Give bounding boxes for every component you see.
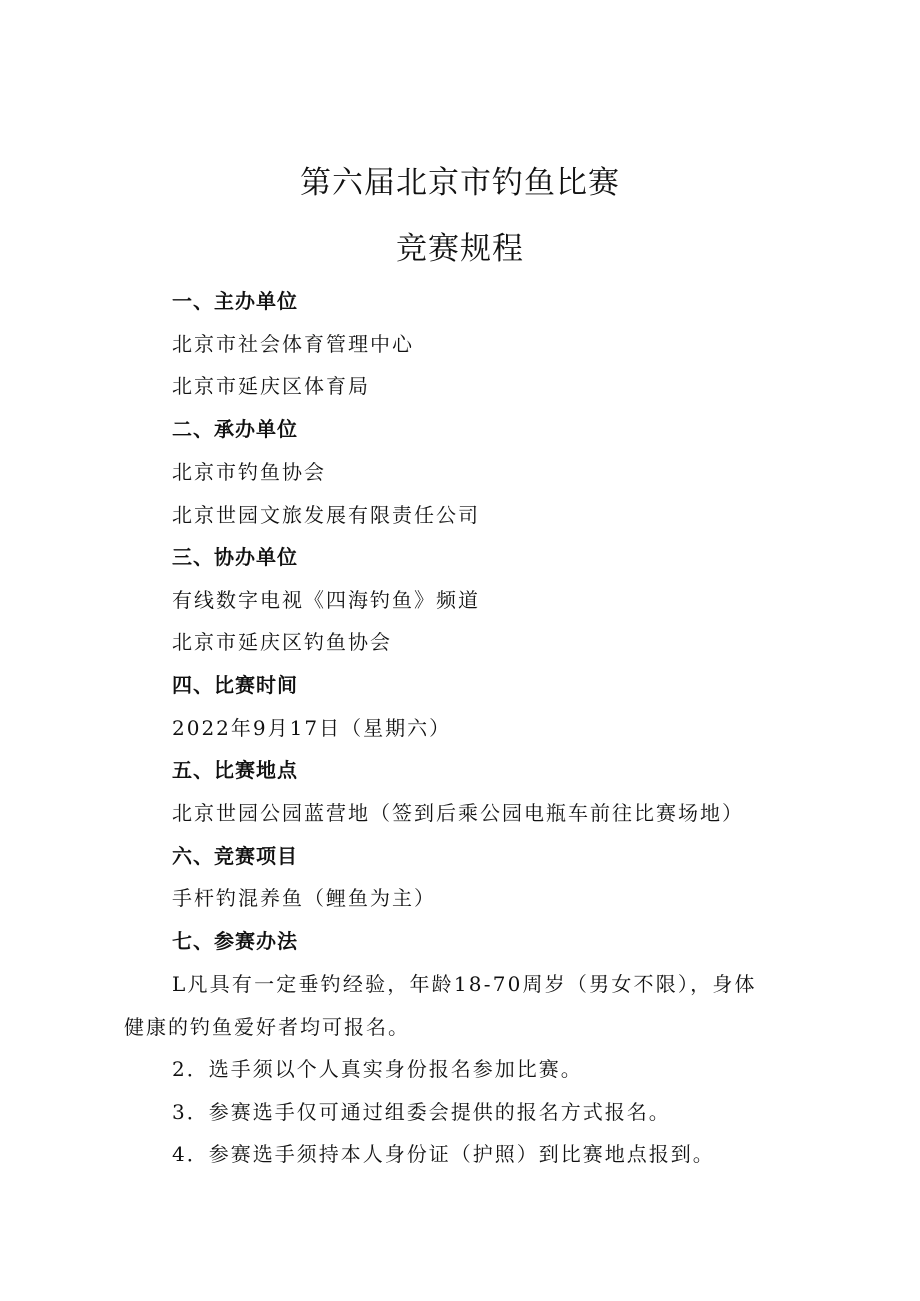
section-heading-participation: 七、参赛办法 — [172, 929, 298, 953]
organizer-line-1: 北京市社会体育管理中心 — [172, 332, 414, 356]
host-line-1: 北京市钓鱼协会 — [172, 460, 326, 484]
event-line-1: 手杆钓混养鱼（鲤鱼为主） — [172, 886, 436, 910]
document-title: 第六届北京市钓鱼比赛 — [300, 165, 620, 201]
time-line-1: 2022年9月17日（星期六） — [172, 716, 452, 740]
co-organizer-line-2: 北京市延庆区钓鱼协会 — [172, 630, 392, 654]
host-line-2: 北京世园文旅发展有限责任公司 — [172, 503, 480, 527]
co-organizer-line-1: 有线数字电视《四海钓鱼》频道 — [172, 588, 480, 612]
organizer-line-2: 北京市延庆区体育局 — [172, 374, 370, 398]
section-heading-organizer: 一、主办单位 — [172, 289, 298, 313]
participation-item-1: L凡具有一定垂钓经验，年龄18-70周岁（男女不限），身体 — [172, 972, 757, 996]
participation-item-1-cont: 健康的钓鱼爱好者均可报名。 — [124, 1015, 410, 1039]
venue-line-1: 北京世园公园蓝营地（签到后乘公园电瓶车前往比赛场地） — [172, 801, 744, 825]
section-heading-time: 四、比赛时间 — [172, 673, 298, 697]
section-heading-host: 二、承办单位 — [172, 417, 298, 441]
participation-item-3: 3．参赛选手仅可通过组委会提供的报名方式报名。 — [172, 1100, 671, 1124]
participation-item-2: 2．选手须以个人真实身份报名参加比赛。 — [172, 1057, 583, 1081]
section-heading-venue: 五、比赛地点 — [172, 758, 298, 782]
document-subtitle: 竞赛规程 — [396, 231, 524, 267]
participation-item-4: 4．参赛选手须持本人身份证（护照）到比赛地点报到。 — [172, 1142, 715, 1166]
section-heading-event: 六、竞赛项目 — [172, 844, 298, 868]
section-heading-co-organizer: 三、协办单位 — [172, 545, 298, 569]
